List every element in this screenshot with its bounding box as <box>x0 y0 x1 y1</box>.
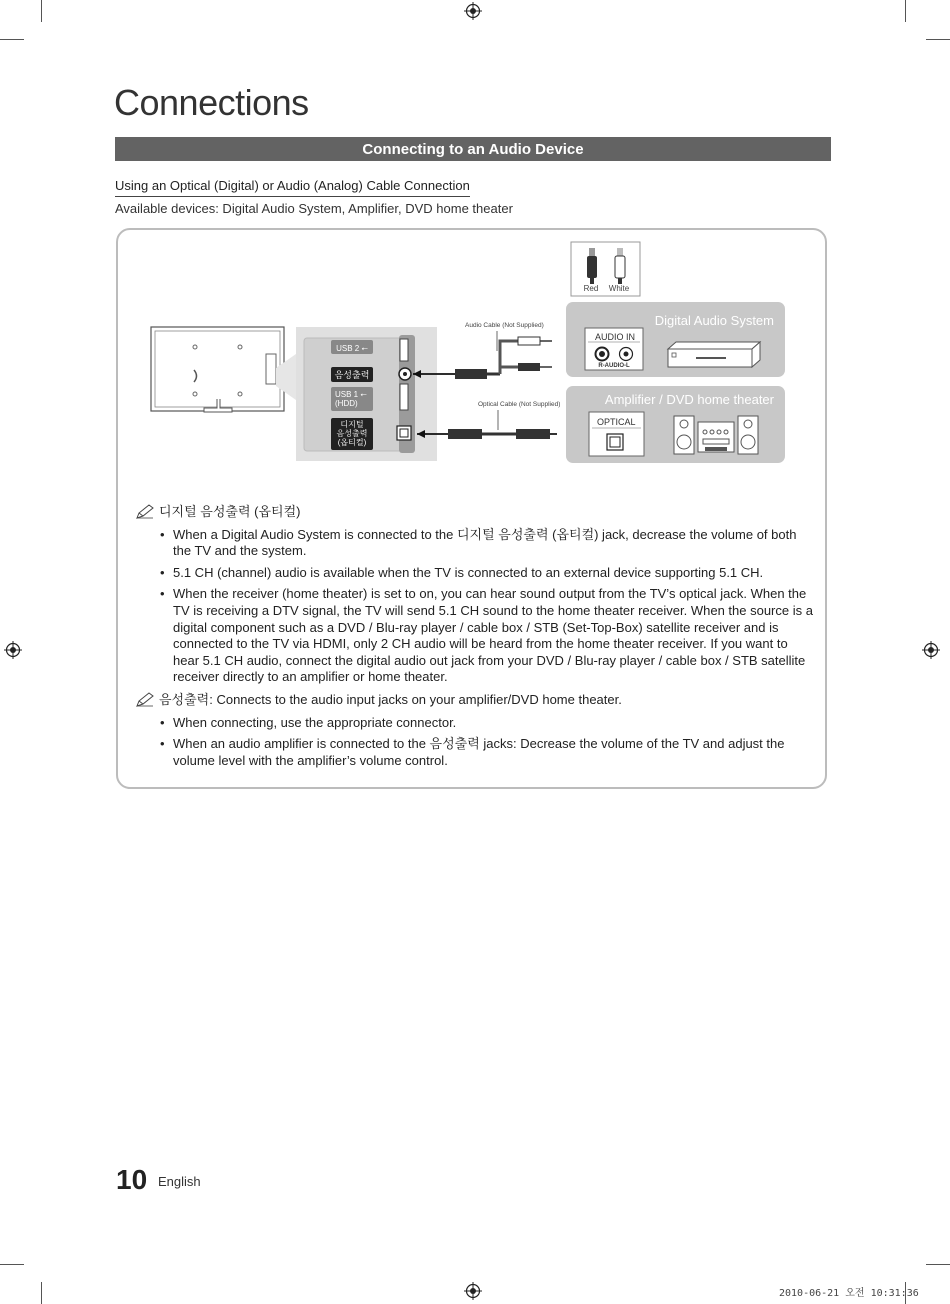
optical-cable <box>417 401 560 439</box>
section-header: Connecting to an Audio Device <box>115 137 831 161</box>
red-connector-label: Red <box>583 284 599 293</box>
note-heading <box>135 504 815 521</box>
rca-connectors-icon <box>571 242 640 296</box>
note-heading-text: 음성출력: Connects to the audio input jacks on your amplifier/DVD home theater. <box>159 691 622 707</box>
crop-mark <box>41 0 42 22</box>
pencil-note-icon <box>135 692 157 708</box>
crop-mark <box>926 39 950 40</box>
crop-mark <box>41 1282 42 1304</box>
usb-2-label: USB 2 ⭠ <box>336 344 368 353</box>
print-timestamp: 2010-06-21 오전 10:31:36 <box>779 1288 919 1299</box>
r-audio-l-label: R-AUDIO-L <box>598 363 630 369</box>
optical-cable-label: Optical Cable (Not Supplied) <box>478 401 561 408</box>
notes <box>135 504 815 775</box>
registration-mark-icon <box>922 641 940 659</box>
amplifier-panel <box>566 386 785 463</box>
list-item: • When a Digital Audio System is connected to the 디지털 음성출력 (옵티컬) jack, decrease the volume of both the TV and the system. <box>173 527 815 560</box>
registration-mark-icon <box>464 2 482 20</box>
crop-mark <box>926 1264 950 1265</box>
audio-in-label: AUDIO IN <box>595 332 636 342</box>
audio-out-label: 음성출력 <box>334 370 370 380</box>
registration-mark-icon <box>464 1282 482 1300</box>
crop-mark <box>905 0 906 22</box>
usb-1-label: USB 1 ⭠ <box>335 390 367 399</box>
crop-mark <box>0 39 24 40</box>
page-number: 10 <box>116 1164 148 1195</box>
list-item: • 5.1 CH (channel) audio is available when the TV is connected to an external device supporting 5.1 CH. <box>173 565 815 582</box>
note-heading <box>135 692 815 709</box>
subsection-heading: Using an Optical (Digital) or Audio (Analog) Cable Connection <box>115 178 470 197</box>
bullet-list <box>135 715 815 770</box>
audio-cable-label: Audio Cable (Not Supplied) <box>465 322 544 329</box>
digital-audio-label-1: 디지털 <box>340 420 364 429</box>
available-devices: Available devices: Digital Audio System, Amplifier, DVD home theater <box>115 201 513 216</box>
registration-mark-icon <box>4 641 22 659</box>
usb-1-sub-label: (HDD) <box>335 399 358 408</box>
amplifier-label: Amplifier / DVD home theater <box>604 392 774 407</box>
list-item: • When an audio amplifier is connected to the 음성출력 jacks: Decrease the volume of the TV and adjust the volume level with the amplifier’s volume control. <box>173 736 815 769</box>
tv-rear-illustration <box>151 327 296 412</box>
page-title: Connections <box>114 82 309 123</box>
bullet-list <box>135 527 815 686</box>
digital-audio-system-label: Digital Audio System <box>654 313 774 328</box>
list-item: • When connecting, use the appropriate connector. <box>173 715 815 732</box>
white-connector-label: White <box>608 284 630 293</box>
pencil-note-icon <box>135 504 157 520</box>
digital-audio-label-3: (옵티컬) <box>337 438 367 447</box>
connection-diagram <box>120 236 800 476</box>
digital-audio-label-2: 음성출력 <box>336 429 368 438</box>
digital-audio-system-panel <box>566 302 785 377</box>
list-item: • When the receiver (home theater) is set to on, you can hear sound output from the TV’s optical jack. When the TV is receiving a DTV signal, the TV will send 5.1 CH sound to the home theater receiver. When the source is a digital component such as a DVD / Blu-ray player / cable box / STB (Set-Top-Box) satellite receiver and is connected to the TV via HDMI, only 2 CH audio will be heard from the home theater receiver. If you want to hear 5.1 CH audio, connect the digital audio out jack from your DVD / Blu-ray player / cable box / STB satellite receiver directly to an amplifier or home theater. <box>173 586 815 686</box>
note-heading-text: 디지털 음성출력 (옵티컬) <box>159 504 301 519</box>
page-language: English <box>158 1174 201 1189</box>
optical-label: OPTICAL <box>597 417 636 427</box>
crop-mark <box>0 1264 24 1265</box>
